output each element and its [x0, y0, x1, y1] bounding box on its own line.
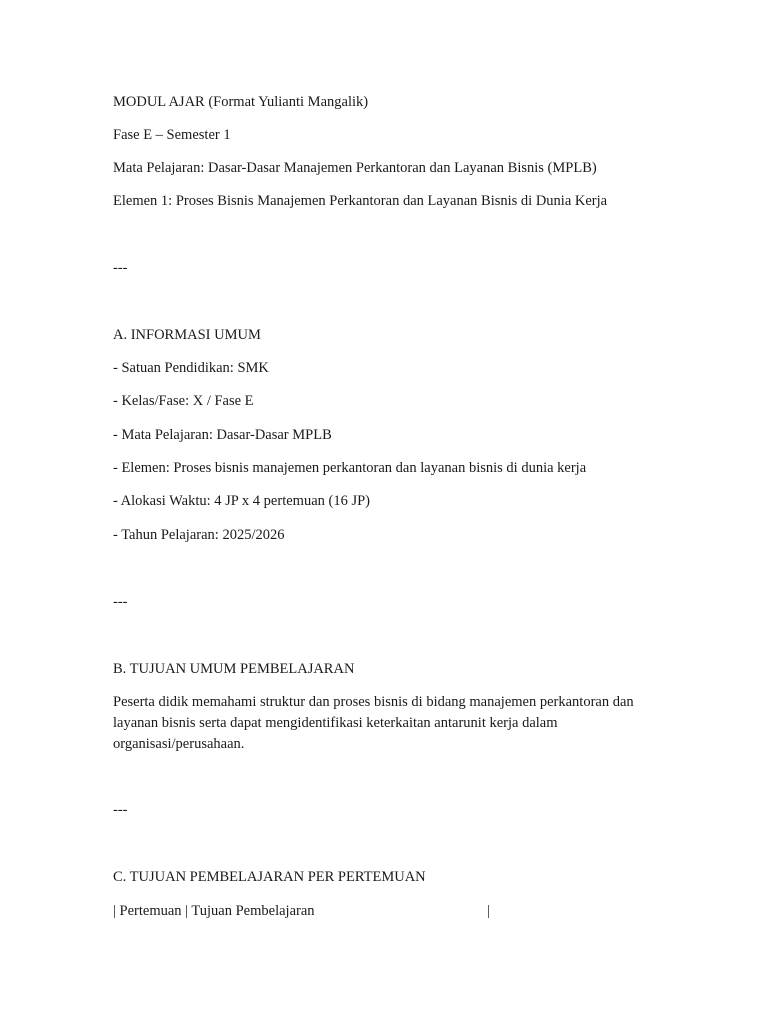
separator: ---: [113, 594, 128, 610]
table-header-row: [113, 902, 513, 920]
info-item-year: - Tahun Pelajaran: 2025/2026: [113, 527, 285, 543]
element-line: Elemen 1: Proses Bisnis Manajemen Perkantoran dan Layanan Bisnis di Dunia Kerja: [113, 193, 608, 209]
phase-line: Fase E – Semester 1: [113, 127, 231, 143]
section-b-body: Peserta didik memahami struktur dan proses bisnis di bidang manajemen perkantoran dan layanan bisnis serta dapat mengidentifikasi keterkaitan antarunit kerja dalam organisasi/perusahaan.: [113, 694, 634, 752]
table-header-right-border: |: [487, 903, 490, 919]
info-item-subject: - Mata Pelajaran: Dasar-Dasar MPLB: [113, 427, 332, 443]
section-b-heading: B. TUJUAN UMUM PEMBELAJARAN: [113, 661, 355, 677]
table-header-left: | Pertemuan | Tujuan Pembelajaran: [113, 903, 315, 919]
info-item-element: - Elemen: Proses bisnis manajemen perkantoran dan layanan bisnis di dunia kerja: [113, 460, 587, 476]
info-item-class: - Kelas/Fase: X / Fase E: [113, 393, 254, 409]
info-item-school: - Satuan Pendidikan: SMK: [113, 360, 269, 376]
document-title: MODUL AJAR (Format Yulianti Mangalik): [113, 94, 369, 110]
section-a-heading: A. INFORMASI UMUM: [113, 327, 261, 343]
subject-line: Mata Pelajaran: Dasar-Dasar Manajemen Perkantoran dan Layanan Bisnis (MPLB): [113, 160, 597, 176]
info-item-time: - Alokasi Waktu: 4 JP x 4 pertemuan (16 JP): [113, 493, 370, 509]
separator: ---: [113, 260, 128, 276]
section-c-heading: C. TUJUAN PEMBELAJARAN PER PERTEMUAN: [113, 869, 426, 885]
separator: ---: [113, 802, 128, 818]
